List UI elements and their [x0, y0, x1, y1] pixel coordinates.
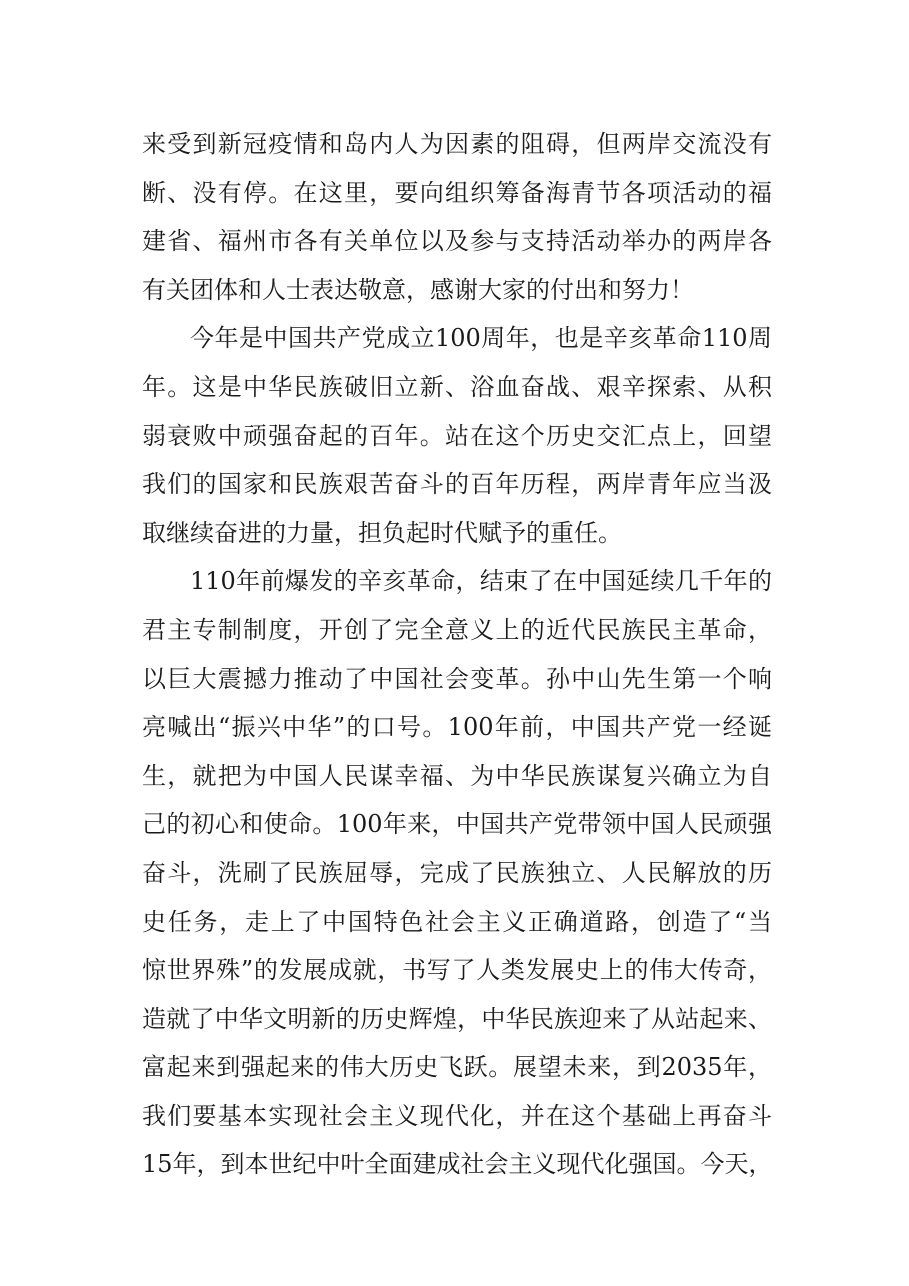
text-line: 15年，到本世纪中叶全面建成社会主义现代化强国。今天，: [142, 1150, 773, 1179]
text-line: 以巨大震撼力推动了中国社会变革。孙中山先生第一个响: [142, 664, 772, 693]
text-line: 有关团体和人士表达敬意，感谢大家的付出和努力！: [142, 275, 694, 304]
body-text: [142, 120, 772, 1189]
text-line: 今年是中国共产党成立100周年，也是辛亥革命110周: [190, 324, 772, 353]
text-line: 生，就把为中国人民谋幸福、为中华民族谋复兴确立为自: [142, 761, 772, 790]
text-line: 我们的国家和民族艰苦奋斗的百年历程，两岸青年应当汲: [142, 470, 772, 499]
text-line: 我们要基本实现社会主义现代化，并在这个基础上再奋斗: [142, 1101, 772, 1130]
text-line: 富起来到强起来的伟大历史飞跃。展望未来，到2035年，: [142, 1053, 772, 1082]
text-line: 惊世界殊”的发展成就，书写了人类发展史上的伟大传奇，: [142, 956, 772, 985]
text-line: 取继续奋进的力量，担负起时代赋予的重任。: [142, 518, 622, 547]
text-line: 史任务，走上了中国特色社会主义正确道路，创造了“当: [142, 907, 772, 936]
text-line: 110年前爆发的辛亥革命，结束了在中国延续几千年的: [190, 567, 772, 596]
text-line: 来受到新冠疫情和岛内人为因素的阻碍，但两岸交流没有: [142, 130, 772, 158]
text-line: 造就了中华文明新的历史辉煌，中华民族迎来了从站起来、: [142, 1004, 772, 1033]
text-line: 己的初心和使命。100年来，中国共产党带领中国人民顽强: [142, 810, 772, 839]
text-line: 君主专制制度，开创了完全意义上的近代民族民主革命，: [142, 615, 772, 644]
text-line: 弱衰败中顽强奋起的百年。站在这个历史交汇点上，回望: [142, 421, 772, 450]
paragraph: [142, 120, 772, 314]
text-line: 奋斗，洗刷了民族屈辱，完成了民族独立、人民解放的历: [142, 858, 772, 887]
text-line: 亮喊出“振兴中华”的口号。100年前，中国共产党一经诞: [142, 713, 772, 742]
text-line: 建省、福州市各有关单位以及参与支持活动举办的两岸各: [142, 227, 772, 256]
text-line: 年。这是中华民族破旧立新、浴血奋战、艰辛探索、从积: [142, 372, 772, 401]
paragraph: [142, 314, 772, 557]
paragraph: [142, 557, 772, 1189]
text-line: 断、没有停。在这里，要向组织筹备海青节各项活动的福: [142, 178, 772, 207]
